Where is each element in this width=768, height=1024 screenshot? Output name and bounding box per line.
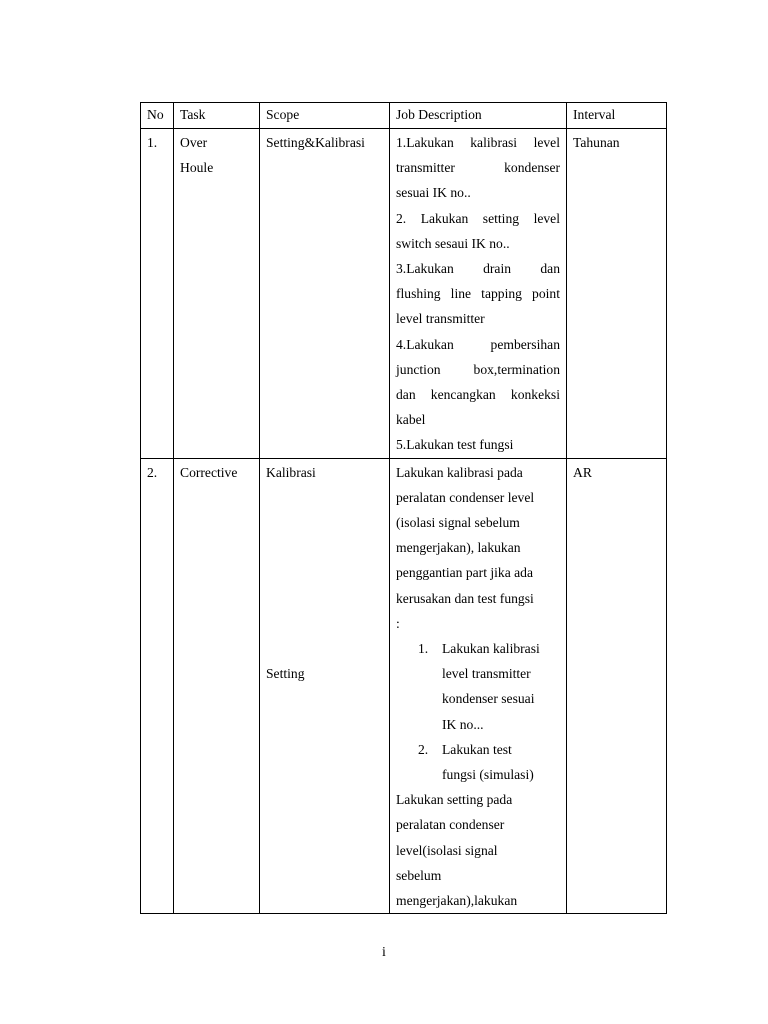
- job-description-line: peralatan condenser level: [396, 489, 535, 505]
- list-item-number: 1.: [418, 641, 429, 657]
- row-1-task-line: Over: [180, 135, 208, 150]
- row-1-task-line: Houle: [180, 160, 214, 176]
- job-description-line: sesuai IK no..: [396, 185, 471, 201]
- job-description-line: 3.Lakukan drain dan: [396, 261, 560, 277]
- table-row: [141, 129, 667, 459]
- list-item-line: level transmitter: [442, 666, 531, 682]
- row-1-no: 1.: [141, 129, 174, 459]
- list-item-line: Lakukan test: [442, 741, 512, 757]
- job-description-line: switch sesaui IK no..: [396, 235, 510, 251]
- job-numbered-list: [396, 636, 560, 787]
- page-number: i: [382, 945, 386, 960]
- row-2-no: 2.: [141, 458, 174, 914]
- list-item-number: 2.: [418, 741, 429, 757]
- row-1-interval: Tahunan: [567, 129, 667, 459]
- header-scope: Scope: [260, 103, 390, 129]
- job-description-line: :: [396, 615, 400, 631]
- job-description-line: level(isolasi signal: [396, 842, 498, 858]
- job-description-line: Lakukan setting pada: [396, 792, 513, 808]
- row-1-job-description: [390, 129, 567, 459]
- row-2-job-description: [390, 458, 567, 914]
- row-2-scope-kalibrasi: Kalibrasi: [266, 464, 316, 480]
- job-description-line: mengerjakan), lakukan: [396, 540, 521, 556]
- list-item-line: IK no...: [442, 716, 484, 732]
- job-description-line: dan kencangkan konkeksi: [396, 387, 560, 403]
- table-header-row: [141, 103, 667, 129]
- row-2-interval: AR: [567, 458, 667, 914]
- header-no: No: [141, 103, 174, 129]
- maintenance-table: [140, 102, 667, 914]
- job-description-line: 5.Lakukan test fungsi: [396, 437, 514, 453]
- row-2-scope: [260, 458, 390, 914]
- job-description-line: junction box,termination: [396, 361, 560, 377]
- header-interval: Interval: [567, 103, 667, 129]
- row-1-task: [174, 129, 260, 459]
- job-description-line: mengerjakan),lakukan: [396, 893, 518, 909]
- job-description-line: kabel: [396, 412, 426, 428]
- job-description-line: peralatan condenser: [396, 817, 505, 833]
- job-description-line: 1.Lakukan kalibrasi level: [396, 135, 560, 150]
- job-description-line: transmitter kondenser: [396, 160, 560, 176]
- job-description-line: sebelum: [396, 867, 442, 883]
- job-description-line: (isolasi signal sebelum: [396, 515, 520, 531]
- row-1-scope: Setting&Kalibrasi: [260, 129, 390, 459]
- job-description-line: 2. Lakukan setting level: [396, 210, 560, 226]
- list-item-line: Lakukan kalibrasi: [442, 641, 540, 657]
- list-item: [396, 737, 560, 787]
- job-description-line: kerusakan dan test fungsi: [396, 590, 534, 606]
- list-item: [396, 636, 560, 737]
- row-2-scope-setting: Setting: [266, 665, 305, 681]
- job-description-line: level transmitter: [396, 311, 485, 327]
- job-description-line: penggantian part jika ada: [396, 565, 534, 581]
- job-description-line: flushing line tapping point: [396, 286, 560, 302]
- header-task: Task: [174, 103, 260, 129]
- header-job-description: Job Description: [390, 103, 567, 129]
- job-description-line: 4.Lakukan pembersihan: [396, 336, 560, 352]
- row-2-task: Corrective: [174, 458, 260, 914]
- table-row: [141, 458, 667, 914]
- list-item-line: kondenser sesuai: [442, 691, 535, 707]
- job-description-line: Lakukan kalibrasi pada: [396, 464, 523, 480]
- list-item-line: fungsi (simulasi): [442, 767, 534, 783]
